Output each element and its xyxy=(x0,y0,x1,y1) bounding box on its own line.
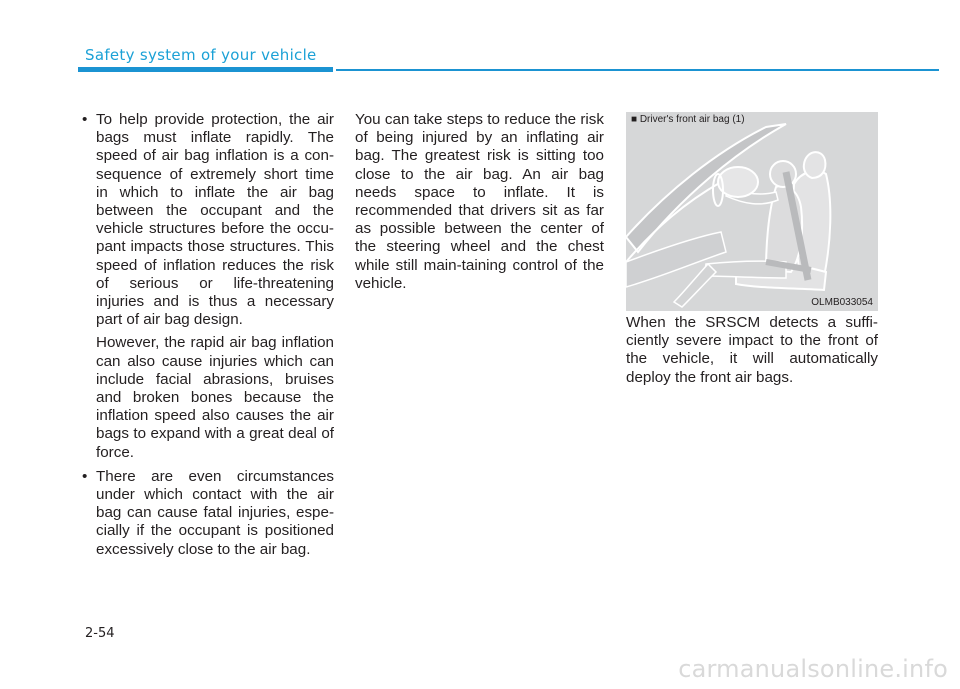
page-number: 2-54 xyxy=(85,626,115,641)
bullet-dot-icon: • xyxy=(82,467,88,485)
paragraph: There are even circumstances under which contact with the air bag can cause fatal injuries, espe-cially if the occupant is positioned excessively close to the air bag. xyxy=(96,467,334,558)
figure-code: OLMB033054 xyxy=(811,297,873,308)
paragraph: However, the rapid air bag inflation can also cause injuries which can include facial abrasions, bruises and broken bones because the inflation speed also causes the air bags to expand with a great deal of force. xyxy=(96,334,334,461)
left-column xyxy=(78,111,334,565)
airbag-illustration xyxy=(626,112,878,311)
bullet-dot-icon: • xyxy=(82,111,88,128)
paragraph: To help provide protection, the air bags must inflate rapidly. The speed of air bag inflation is a con-sequence of extremely short time in which to inflate the air bag between the occupant and the vehicle structures before the occu-pant impacts those structures. This speed of inflation reduces the risk of serious or life-threatening injuries and is thus a necessary part of air bag design. xyxy=(96,111,334,329)
watermark: carmanualsonline.info xyxy=(678,655,948,683)
middle-column xyxy=(355,111,604,293)
header-rule-thin xyxy=(336,69,939,71)
paragraph: You can take steps to reduce the risk of being injured by an inflating air bag. The greatest risk is sitting too close to the air bag. An air bag needs space to inflate. It is recommended that drivers sit as far as possible between the center of the steering wheel and the chest while still main-taining control of the vehicle. xyxy=(355,111,604,292)
figure-caption: ■ Driver's front air bag (1) xyxy=(631,114,745,125)
bullet-item xyxy=(78,468,334,559)
section-title: Safety system of your vehicle xyxy=(85,46,317,64)
driver-airbag-drawing xyxy=(626,112,878,311)
paragraph: When the SRSCM detects a suffi-ciently severe impact to the front of the vehicle, it will automatically deploy the front air bags. xyxy=(626,314,878,386)
right-column xyxy=(626,314,878,387)
bullet-item xyxy=(78,111,334,462)
header-rule-thick xyxy=(78,67,333,72)
